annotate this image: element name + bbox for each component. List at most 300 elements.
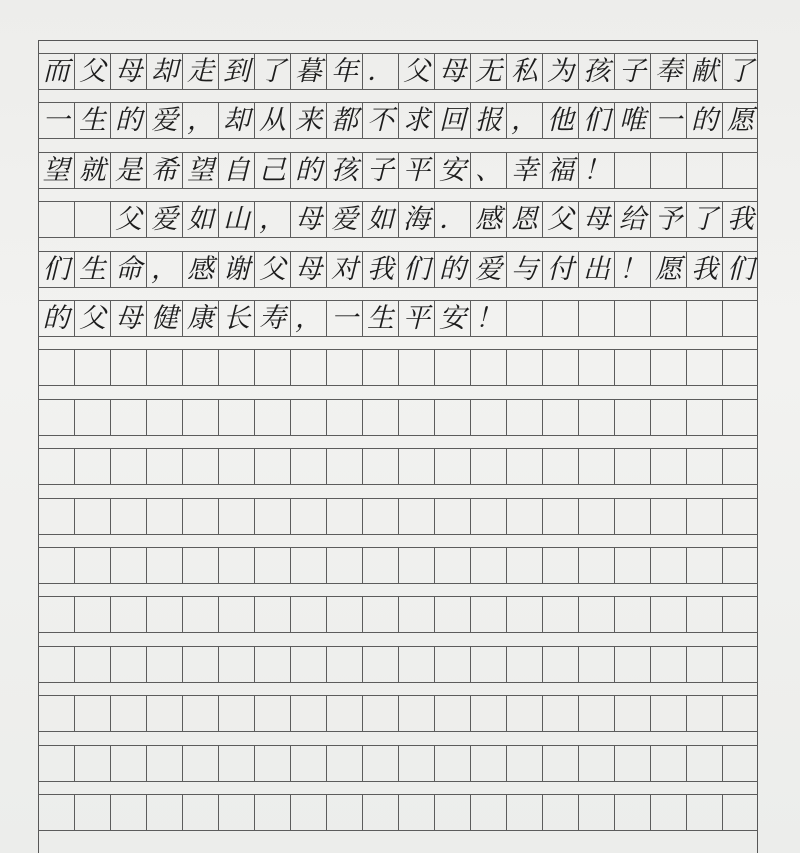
grid-cell: [362, 745, 398, 782]
grid-cell: 我: [362, 251, 398, 288]
grid-cell: [146, 448, 182, 485]
grid-cell: 来: [290, 102, 326, 139]
grid-cell: ，: [506, 102, 542, 139]
grid-cell: 幸: [506, 152, 542, 189]
grid-cell: ，: [182, 102, 218, 139]
grid-cell: [218, 448, 254, 485]
grid-cell: [686, 646, 722, 683]
grid-cell: [542, 695, 578, 732]
grid-cell: [650, 152, 686, 189]
grid-cell: [650, 745, 686, 782]
grid-cell: [110, 547, 146, 584]
grid-cell: [218, 596, 254, 633]
grid-cell: 爱: [146, 201, 182, 238]
grid-cell: 子: [362, 152, 398, 189]
grid-cell: [470, 547, 506, 584]
grid-cell: [146, 646, 182, 683]
grid-cell: 回: [434, 102, 470, 139]
grid-cell: 母: [110, 53, 146, 90]
grid-row: [38, 547, 758, 584]
grid-cell: [254, 794, 290, 831]
grid-cell: [398, 695, 434, 732]
grid-cell: [470, 448, 506, 485]
grid-cell: [362, 498, 398, 535]
grid-cell: 却: [218, 102, 254, 139]
grid-cell: [434, 646, 470, 683]
grid-cell: 如: [362, 201, 398, 238]
grid-cell: [218, 646, 254, 683]
grid-cell: 自: [218, 152, 254, 189]
grid-cell: [290, 448, 326, 485]
grid-cell: [614, 596, 650, 633]
grid-cell: 了: [722, 53, 758, 90]
grid-cell: [362, 547, 398, 584]
grid-cell: [38, 646, 74, 683]
grid-cell: [614, 300, 650, 337]
grid-cell: 一: [650, 102, 686, 139]
grid-cell: 却: [146, 53, 182, 90]
grid-cell: [146, 695, 182, 732]
grid-cell: [506, 695, 542, 732]
grid-cell: 们: [578, 102, 614, 139]
grid-cell: 母: [578, 201, 614, 238]
grid-cell: [398, 448, 434, 485]
grid-cell: [578, 695, 614, 732]
grid-cell: [326, 399, 362, 436]
grid-cell: [578, 300, 614, 337]
grid-cell: 的: [686, 102, 722, 139]
grid-cell: [110, 794, 146, 831]
grid-cell: [74, 794, 110, 831]
grid-cell: 献: [686, 53, 722, 90]
grid-cell: 暮: [290, 53, 326, 90]
grid-cell: 了: [254, 53, 290, 90]
grid-cell: [506, 745, 542, 782]
grid-cell: 年: [326, 53, 362, 90]
grid-cell: [614, 349, 650, 386]
grid-cell: 望: [38, 152, 74, 189]
grid-cell: 平: [398, 300, 434, 337]
grid-cell: 安: [434, 152, 470, 189]
grid-cell: [218, 695, 254, 732]
grid-cell: [398, 794, 434, 831]
grid-cell: 父: [74, 300, 110, 337]
grid-cell: [254, 596, 290, 633]
grid-cell: 的: [110, 102, 146, 139]
grid-cell: [506, 399, 542, 436]
grid-cell: 为: [542, 53, 578, 90]
grid-cell: ，: [146, 251, 182, 288]
grid-cell: [110, 448, 146, 485]
grid-cell: [722, 300, 758, 337]
grid-cell: 唯: [614, 102, 650, 139]
grid-cell: 们: [398, 251, 434, 288]
grid-cell: [650, 448, 686, 485]
grid-cell: 孩: [326, 152, 362, 189]
grid-cell: [290, 695, 326, 732]
grid-cell: [326, 349, 362, 386]
grid-cell: [362, 695, 398, 732]
grid-cell: 爱: [326, 201, 362, 238]
grid-cell: [434, 695, 470, 732]
grid-cell: [434, 498, 470, 535]
grid-cell: [578, 498, 614, 535]
grid-cell: [74, 646, 110, 683]
grid-cell: [578, 646, 614, 683]
grid-cell: [326, 794, 362, 831]
grid-cell: [110, 695, 146, 732]
grid-cell: [614, 498, 650, 535]
grid-row: [38, 152, 758, 189]
grid-cell: 的: [290, 152, 326, 189]
grid-cell: 父: [74, 53, 110, 90]
grid-cell: [722, 152, 758, 189]
grid-cell: 感: [470, 201, 506, 238]
grid-cell: [38, 745, 74, 782]
grid-cell: [722, 349, 758, 386]
grid-cell: [686, 498, 722, 535]
grid-cell: [614, 547, 650, 584]
grid-cell: [110, 745, 146, 782]
grid-cell: 的: [38, 300, 74, 337]
grid-cell: 命: [110, 251, 146, 288]
grid-cell: [146, 794, 182, 831]
grid-cell: [722, 646, 758, 683]
grid-cell: [254, 498, 290, 535]
grid-cell: [542, 745, 578, 782]
grid-cell: 不: [362, 102, 398, 139]
grid-cell: [74, 695, 110, 732]
grid-cell: 福: [542, 152, 578, 189]
grid-cell: [686, 596, 722, 633]
grid-row: [38, 53, 758, 90]
grid-cell: [722, 498, 758, 535]
grid-cell: 母: [290, 201, 326, 238]
grid-cell: 长: [218, 300, 254, 337]
grid-cell: 我: [722, 201, 758, 238]
grid-cell: [254, 349, 290, 386]
grid-cell: 山: [218, 201, 254, 238]
grid-cell: [110, 646, 146, 683]
grid-cell: 希: [146, 152, 182, 189]
grid-cell: [362, 596, 398, 633]
grid-cell: [38, 596, 74, 633]
grid-row: [38, 300, 758, 337]
grid-cell: [326, 547, 362, 584]
grid-cell: 海: [398, 201, 434, 238]
grid-cell: 己: [254, 152, 290, 189]
grid-cell: 爱: [470, 251, 506, 288]
grid-cell: 孩: [578, 53, 614, 90]
grid-cell: [614, 695, 650, 732]
grid-cell: [182, 349, 218, 386]
grid-cell: [218, 794, 254, 831]
grid-row: [38, 596, 758, 633]
grid-cell: [722, 695, 758, 732]
grid-cell: [398, 498, 434, 535]
grid-cell: [38, 695, 74, 732]
grid-cell: [362, 349, 398, 386]
grid-cell: 报: [470, 102, 506, 139]
grid-cell: [650, 794, 686, 831]
grid-cell: ．: [434, 201, 470, 238]
grid-cell: [614, 399, 650, 436]
grid-cell: 给: [614, 201, 650, 238]
grid-cell: 子: [614, 53, 650, 90]
grid-cell: [146, 547, 182, 584]
grid-cell: [74, 498, 110, 535]
grid-cell: 就: [74, 152, 110, 189]
grid-cell: [146, 349, 182, 386]
grid-cell: [74, 448, 110, 485]
grid-cell: [470, 498, 506, 535]
grid-cell: 的: [434, 251, 470, 288]
grid-cell: [578, 448, 614, 485]
grid-cell: [578, 596, 614, 633]
grid-cell: [578, 794, 614, 831]
grid-cell: [110, 596, 146, 633]
grid-cell: [578, 745, 614, 782]
grid-cell: [398, 596, 434, 633]
grid-cell: [650, 300, 686, 337]
grid-cell: [506, 646, 542, 683]
grid-cell: [254, 695, 290, 732]
grid-cell: [218, 498, 254, 535]
grid-cell: [434, 399, 470, 436]
grid-cell: [398, 745, 434, 782]
grid-cell: [326, 448, 362, 485]
grid-cell: 如: [182, 201, 218, 238]
grid-cell: [326, 646, 362, 683]
grid-cell: 们: [38, 251, 74, 288]
grid-cell: [614, 745, 650, 782]
grid-cell: 母: [434, 53, 470, 90]
grid-cell: [542, 646, 578, 683]
grid-cell: [146, 399, 182, 436]
grid-cell: [686, 300, 722, 337]
grid-cell: [74, 596, 110, 633]
grid-cell: 奉: [650, 53, 686, 90]
grid-cell: [434, 596, 470, 633]
grid-cell: [146, 498, 182, 535]
grid-cell: [146, 745, 182, 782]
grid-cell: [650, 349, 686, 386]
grid-cell: [650, 399, 686, 436]
grid-cell: ，: [254, 201, 290, 238]
grid-cell: [290, 349, 326, 386]
grid-cell: [578, 399, 614, 436]
grid-cell: [434, 745, 470, 782]
grid-cell: [182, 498, 218, 535]
grid-cell: [38, 399, 74, 436]
grid-cell: [542, 349, 578, 386]
grid-cell: [686, 152, 722, 189]
grid-cell: 一: [326, 300, 362, 337]
grid-row: [38, 646, 758, 683]
grid-cell: [470, 745, 506, 782]
grid-cell: [146, 596, 182, 633]
grid-cell: 求: [398, 102, 434, 139]
grid-cell: [542, 448, 578, 485]
grid-cell: 父: [398, 53, 434, 90]
grid-cell: [470, 695, 506, 732]
grid-cell: 从: [254, 102, 290, 139]
grid-row: [38, 695, 758, 732]
grid-cell: [614, 448, 650, 485]
grid-cell: [542, 399, 578, 436]
grid-cell: [326, 695, 362, 732]
grid-cell: 他: [542, 102, 578, 139]
grid-cell: [722, 547, 758, 584]
grid-cell: [74, 349, 110, 386]
grid-row: [38, 201, 758, 238]
grid-cell: [326, 596, 362, 633]
grid-cell: [290, 547, 326, 584]
grid-cell: 到: [218, 53, 254, 90]
grid-cell: [38, 201, 74, 238]
grid-cell: [506, 547, 542, 584]
grid-cell: [542, 547, 578, 584]
grid-cell: [470, 399, 506, 436]
grid-cell: [434, 349, 470, 386]
grid-cell: [182, 547, 218, 584]
grid-cell: 生: [362, 300, 398, 337]
grid-cell: [74, 745, 110, 782]
grid-cell: [254, 399, 290, 436]
grid-cell: 私: [506, 53, 542, 90]
grid-cell: [506, 498, 542, 535]
grid-cell: [434, 794, 470, 831]
grid-cell: [542, 794, 578, 831]
grid-cell: [398, 399, 434, 436]
grid-row: [38, 349, 758, 386]
grid-row: [38, 399, 758, 436]
grid-cell: 寿: [254, 300, 290, 337]
grid-cell: 生: [74, 251, 110, 288]
grid-cell: 父: [254, 251, 290, 288]
grid-cell: [290, 646, 326, 683]
grid-cell: [686, 448, 722, 485]
grid-cell: [398, 349, 434, 386]
grid-cell: 生: [74, 102, 110, 139]
grid-cell: [542, 300, 578, 337]
grid-cell: [506, 794, 542, 831]
grid-cell: [722, 794, 758, 831]
grid-cell: [686, 745, 722, 782]
grid-cell: [38, 547, 74, 584]
grid-cell: [542, 498, 578, 535]
grid-cell: [110, 498, 146, 535]
grid-cell: [362, 448, 398, 485]
grid-cell: [650, 498, 686, 535]
grid-cell: 望: [182, 152, 218, 189]
grid-cell: [542, 596, 578, 633]
grid-cell: 父: [542, 201, 578, 238]
grid-cell: ，: [290, 300, 326, 337]
grid-cell: [506, 349, 542, 386]
grid-cell: [182, 794, 218, 831]
grid-row: [38, 794, 758, 831]
grid-cell: [218, 745, 254, 782]
grid-cell: [722, 596, 758, 633]
grid-cell: [254, 547, 290, 584]
grid-cell: [722, 399, 758, 436]
grid-cell: [254, 646, 290, 683]
grid-cell: [578, 547, 614, 584]
grid-cell: [614, 646, 650, 683]
grid-row: [38, 102, 758, 139]
grid-cell: 对: [326, 251, 362, 288]
grid-cell: [506, 596, 542, 633]
grid-cell: [506, 300, 542, 337]
grid-cell: 母: [110, 300, 146, 337]
grid-cell: [470, 596, 506, 633]
grid-cell: [398, 547, 434, 584]
grid-cell: 我: [686, 251, 722, 288]
grid-cell: [470, 794, 506, 831]
grid-row: [38, 251, 758, 288]
grid-cell: [362, 794, 398, 831]
grid-cell: 恩: [506, 201, 542, 238]
grid-cell: 予: [650, 201, 686, 238]
grid-cell: [290, 399, 326, 436]
grid-cell: 而: [38, 53, 74, 90]
grid-cell: [650, 547, 686, 584]
grid-cell: 平: [398, 152, 434, 189]
grid-cell: [38, 794, 74, 831]
grid-cell: [686, 349, 722, 386]
grid-cell: [326, 498, 362, 535]
grid-cell: 们: [722, 251, 758, 288]
grid-cell: [290, 745, 326, 782]
grid-cell: [290, 498, 326, 535]
grid-cell: 走: [182, 53, 218, 90]
grid-cell: [650, 596, 686, 633]
grid-cell: [182, 596, 218, 633]
grid-cell: [74, 399, 110, 436]
grid-cell: [254, 745, 290, 782]
grid-cell: [110, 399, 146, 436]
grid-cell: [650, 695, 686, 732]
grid-cell: 谢: [218, 251, 254, 288]
grid-cell: [182, 399, 218, 436]
grid-cell: 无: [470, 53, 506, 90]
grid-cell: [470, 646, 506, 683]
grid-cell: 母: [290, 251, 326, 288]
grid-cell: [434, 547, 470, 584]
grid-cell: [434, 448, 470, 485]
grid-cell: 健: [146, 300, 182, 337]
grid-cell: [38, 448, 74, 485]
grid-cell: [182, 448, 218, 485]
grid-cell: 、: [470, 152, 506, 189]
grid-cell: [398, 646, 434, 683]
grid-cell: [722, 745, 758, 782]
grid-cell: [578, 349, 614, 386]
grid-cell: [290, 596, 326, 633]
grid-cell: [686, 794, 722, 831]
grid-cell: [218, 547, 254, 584]
grid-cell: 安: [434, 300, 470, 337]
grid-cell: [326, 745, 362, 782]
grid-cell: [362, 399, 398, 436]
grid-cell: [506, 448, 542, 485]
grid-cell: 了: [686, 201, 722, 238]
grid-cell: [362, 646, 398, 683]
grid-row: [38, 448, 758, 485]
grid-cell: [686, 547, 722, 584]
grid-cell: ！: [578, 152, 614, 189]
